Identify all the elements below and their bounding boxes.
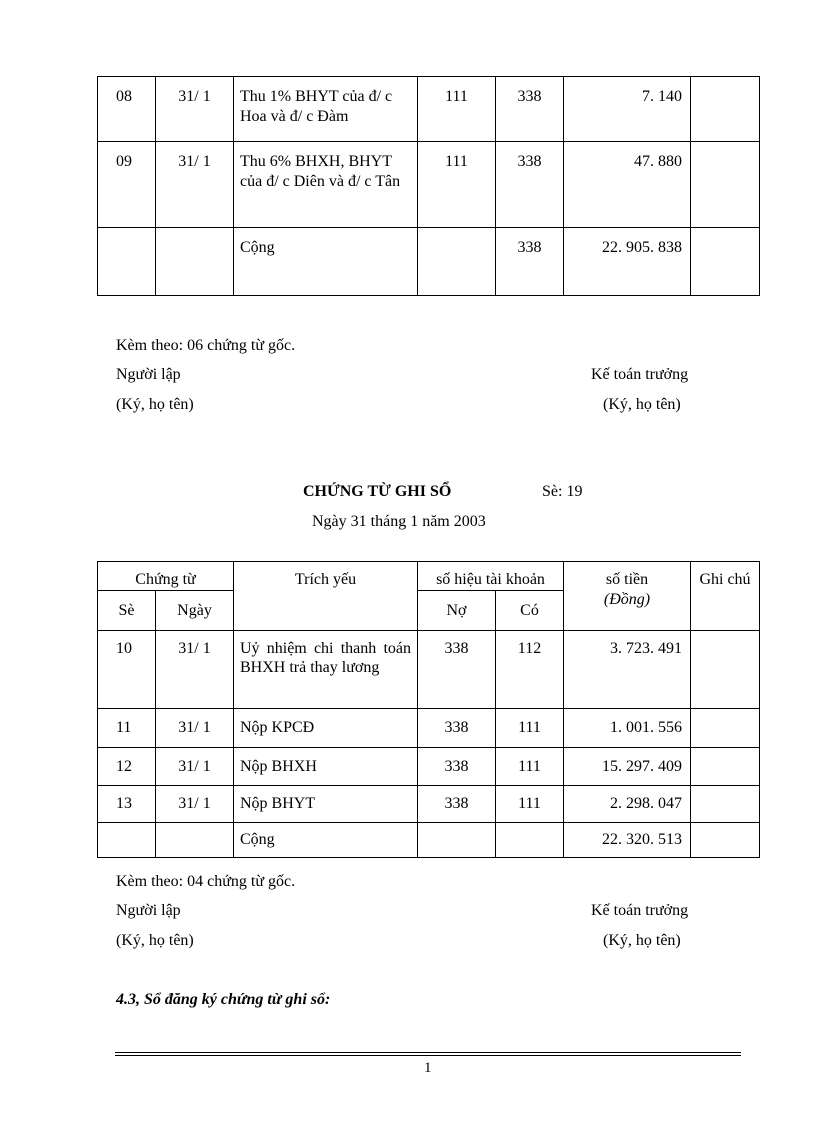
cell-co: 338 (496, 228, 564, 296)
cell-co: 111 (496, 748, 564, 786)
cell-trich-yeu: Thu 1% BHYT của đ/ c Hoa và đ/ c Đàm (234, 77, 418, 142)
cell-ghi-chu (691, 228, 760, 296)
header-dong-label: (Đồng) (603, 591, 651, 608)
cell-so (98, 823, 156, 858)
cell-trich-yeu: Thu 6% BHXH, BHYT của đ/ c Diên và đ/ c Tân (234, 142, 418, 228)
cell-so-tien: 22. 905. 838 (564, 228, 691, 296)
cell-co (496, 823, 564, 858)
cell-so-tien: 22. 320. 513 (564, 823, 691, 858)
footer-rule-top (115, 1052, 741, 1053)
cell-no: 338 (418, 631, 496, 709)
preparer-label: Người lập (116, 366, 181, 383)
cell-ngay: 31/ 1 (156, 786, 234, 823)
cell-so-tien: 2. 298. 047 (564, 786, 691, 823)
chief-accountant-label: Kế toán trưởng (591, 366, 689, 383)
chief-signature-note: (Ký, họ tên) (603, 396, 681, 413)
cell-ghi-chu (691, 823, 760, 858)
footer-rule-bottom (115, 1055, 741, 1056)
header-ghi-chu: Ghi chú (691, 562, 760, 631)
cell-so: 09 (98, 142, 156, 228)
header-no: Nợ (418, 591, 496, 631)
cell-trich-yeu: Nộp BHXH (234, 748, 418, 786)
voucher-date: Ngày 31 tháng 1 năm 2003 (312, 513, 486, 530)
table-row-total (98, 228, 760, 296)
cell-co: 111 (496, 786, 564, 823)
header-co: Có (496, 591, 564, 631)
cell-so-tien: 1. 001. 556 (564, 709, 691, 748)
table-row-total (98, 823, 760, 858)
table-1 (97, 76, 760, 296)
page-number: 1 (424, 1060, 432, 1076)
cell-ngay: 31/ 1 (156, 142, 234, 228)
cell-no: 338 (418, 786, 496, 823)
table-row (98, 709, 760, 748)
cell-so: 13 (98, 786, 156, 823)
attached-documents: Kèm theo: 04 chứng từ gốc. (116, 873, 296, 890)
cell-no (418, 228, 496, 296)
cell-ghi-chu (691, 631, 760, 709)
table-row (98, 631, 760, 709)
header-trich-yeu: Trích yếu (234, 562, 418, 631)
cell-ghi-chu (691, 786, 760, 823)
cell-no: 111 (418, 142, 496, 228)
cell-trich-yeu: Cộng (234, 823, 418, 858)
table-row (98, 786, 760, 823)
cell-no: 111 (418, 77, 496, 142)
header-so-tien (564, 562, 691, 631)
table-row (98, 748, 760, 786)
cell-ghi-chu (691, 142, 760, 228)
cell-trich-yeu: Uỷ nhiệm chi thanh toán BHXH trả thay lương (234, 631, 418, 709)
cell-so (98, 228, 156, 296)
header-chung-tu: Chứng từ (98, 562, 234, 591)
chief-signature-note: (Ký, họ tên) (603, 932, 681, 949)
cell-co: 338 (496, 77, 564, 142)
cell-ghi-chu (691, 709, 760, 748)
cell-so-tien: 3. 723. 491 (564, 631, 691, 709)
cell-so: 11 (98, 709, 156, 748)
table-2 (97, 561, 760, 858)
cell-ngay: 31/ 1 (156, 748, 234, 786)
cell-ngay (156, 823, 234, 858)
cell-ghi-chu (691, 748, 760, 786)
header-ngay: Ngày (156, 591, 234, 631)
cell-ngay: 31/ 1 (156, 709, 234, 748)
cell-no (418, 823, 496, 858)
attached-documents: Kèm theo: 06 chứng từ gốc. (116, 337, 296, 354)
cell-trich-yeu: Cộng (234, 228, 418, 296)
table-row (98, 142, 760, 228)
cell-co: 112 (496, 631, 564, 709)
header-so-tien-label: số tiền (605, 571, 649, 588)
cell-so-tien: 47. 880 (564, 142, 691, 228)
chief-accountant-label: Kế toán trưởng (591, 902, 689, 919)
section-heading: 4.3, Sổ đăng ký chứng từ ghi sổ: (116, 991, 331, 1008)
cell-no: 338 (418, 709, 496, 748)
cell-co: 111 (496, 709, 564, 748)
header-so: Sè (98, 591, 156, 631)
preparer-signature-note: (Ký, họ tên) (116, 932, 194, 949)
cell-so: 08 (98, 77, 156, 142)
cell-trich-yeu: Nộp KPCĐ (234, 709, 418, 748)
cell-co: 338 (496, 142, 564, 228)
header-row (98, 562, 760, 591)
cell-ngay: 31/ 1 (156, 631, 234, 709)
cell-so: 10 (98, 631, 156, 709)
cell-so-tien: 15. 297. 409 (564, 748, 691, 786)
voucher-number: Sè: 19 (542, 483, 583, 500)
voucher-title: CHỨNG TỪ GHI SỔ (303, 483, 452, 500)
preparer-label: Người lập (116, 902, 181, 919)
preparer-signature-note: (Ký, họ tên) (116, 396, 194, 413)
table-row (98, 77, 760, 142)
cell-so-tien: 7. 140 (564, 77, 691, 142)
cell-ngay (156, 228, 234, 296)
header-so-hieu: số hiệu tài khoản (418, 562, 564, 591)
cell-so: 12 (98, 748, 156, 786)
cell-trich-yeu: Nộp BHYT (234, 786, 418, 823)
cell-ngay: 31/ 1 (156, 77, 234, 142)
cell-ghi-chu (691, 77, 760, 142)
cell-no: 338 (418, 748, 496, 786)
